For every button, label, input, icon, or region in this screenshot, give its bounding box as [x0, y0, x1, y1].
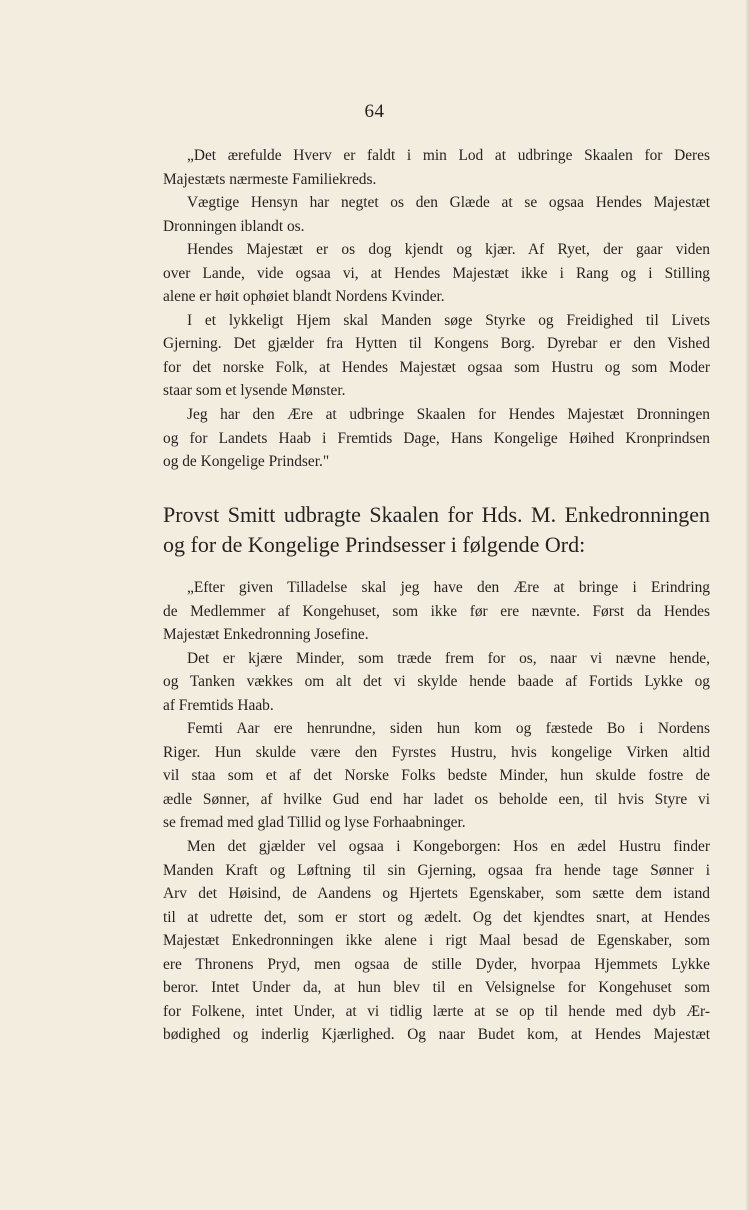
heading-line: Provst Smitt udbragte Skaalen for Hds. M. Enkedronningen [163, 502, 710, 527]
page-number: 64 [364, 101, 385, 122]
text-block-toast-queen [163, 144, 710, 474]
text-line: Femti Aar ere henrundne, siden hun kom og fæstede Bo i Nordens [187, 720, 710, 738]
text-line: Arv det Høisind, de Aandens og Hjertets Egenskaber, som sætte dem istand [163, 885, 710, 903]
text-line: over Lande, vide ogsaa vi, at Hendes Majestæt ikke i Rang og i Stilling [163, 264, 710, 282]
text-line: I et lykkeligt Hjem skal Manden søge Styrke og Freidighed til Livets [187, 311, 710, 329]
text-line: for Folkene, intet Under, at vi tidlig lærte at se op til hende med dyb Ær- [163, 1002, 710, 1020]
text-line: „Efter given Tilladelse skal jeg have den Ære at bringe i Erindring [187, 579, 710, 596]
text-line: og Tanken vækkes om alt det vi skylde hende baade af Fortids Lykke og [163, 673, 710, 691]
text-line: Gjerning. Det gjælder fra Hytten til Kongens Borg. Dyrebar er den Vished [163, 335, 710, 353]
text-line: „Det ærefulde Hverv er faldt i min Lod at udbringe Skaalen for Deres [187, 147, 710, 164]
text-line: se fremad med glad Tillid og lyse Forhaabninger. [163, 814, 466, 832]
section-heading [163, 500, 710, 560]
text-line: Dronningen iblandt os. [163, 217, 305, 235]
text-line: for det norske Folk, at Hendes Majestæt ogsaa som Hustru og som Moder [163, 358, 710, 376]
heading-line: og for de Kongelige Prindsesser i følgende Ord: [163, 532, 586, 557]
text-line: Majestæt Enkedronning Josefine. [163, 626, 369, 644]
text-line: de Medlemmer af Kongehuset, som ikke før ere nævnte. Først da Hendes [163, 602, 710, 620]
text-line: til at udrette det, som er stort og ædelt. Og det kjendtes snart, at Hendes [163, 908, 710, 926]
text-line: Vægtige Hensyn har negtet os den Glæde at se ogsaa Hendes Majestæt [187, 194, 710, 212]
text-line: Men det gjælder vel ogsaa i Kongeborgen: Hos en ædel Hustru finder [187, 838, 710, 856]
text-line: Riger. Hun skulde være den Fyrstes Hustru, hvis kongelige Virken altid [163, 743, 710, 761]
text-line: bødighed og inderlig Kjærlighed. Og naar Budet kom, at Hendes Majestæt [163, 1026, 710, 1044]
text-line: Majestæt Enkedronningen ikke alene i rigt Maal besad de Egenskaber, som [163, 932, 710, 950]
text-line: og for Landets Haab i Fremtids Dage, Hans Kongelige Høihed Kronprindsen [163, 429, 710, 447]
text-line: vil staa som et af det Norske Folks bedste Minder, hun skulde fostre de [163, 767, 710, 785]
text-line: Jeg har den Ære at udbringe Skaalen for Hendes Majestæt Dronningen [187, 406, 710, 424]
text-line: Manden Kraft og Løftning til sin Gjerning, ogsaa fra hende tage Sønner i [163, 861, 710, 879]
text-line: af Fremtids Haab. [163, 696, 274, 714]
page-edge-shadow [745, 0, 749, 1210]
text-line: alene er høit ophøiet blandt Nordens Kvinder. [163, 288, 445, 306]
text-line: Det er kjære Minder, som træde frem for os, naar vi nævne hende, [187, 649, 710, 667]
text-line: beror. Intet Under da, at hun blev til en Velsignelse for Kongehuset som [163, 979, 710, 997]
text-line: Hendes Majestæt er os dog kjendt og kjær. Af Ryet, der gaar viden [187, 241, 710, 259]
text-line: og de Kongelige Prindser." [163, 453, 330, 471]
text-line: staar som et lysende Mønster. [163, 382, 346, 400]
text-line: ere Thronens Pryd, men ogsaa de stille Dyder, hvorpaa Hjemmets Lykke [163, 955, 710, 973]
text-block-toast-queen-dowager [163, 576, 710, 1047]
text-line: Majestæts nærmeste Familiekreds. [163, 170, 377, 188]
text-line: ædle Sønner, af hvilke Gud end har ladet os beholde een, til hvis Styre vi [163, 790, 710, 808]
